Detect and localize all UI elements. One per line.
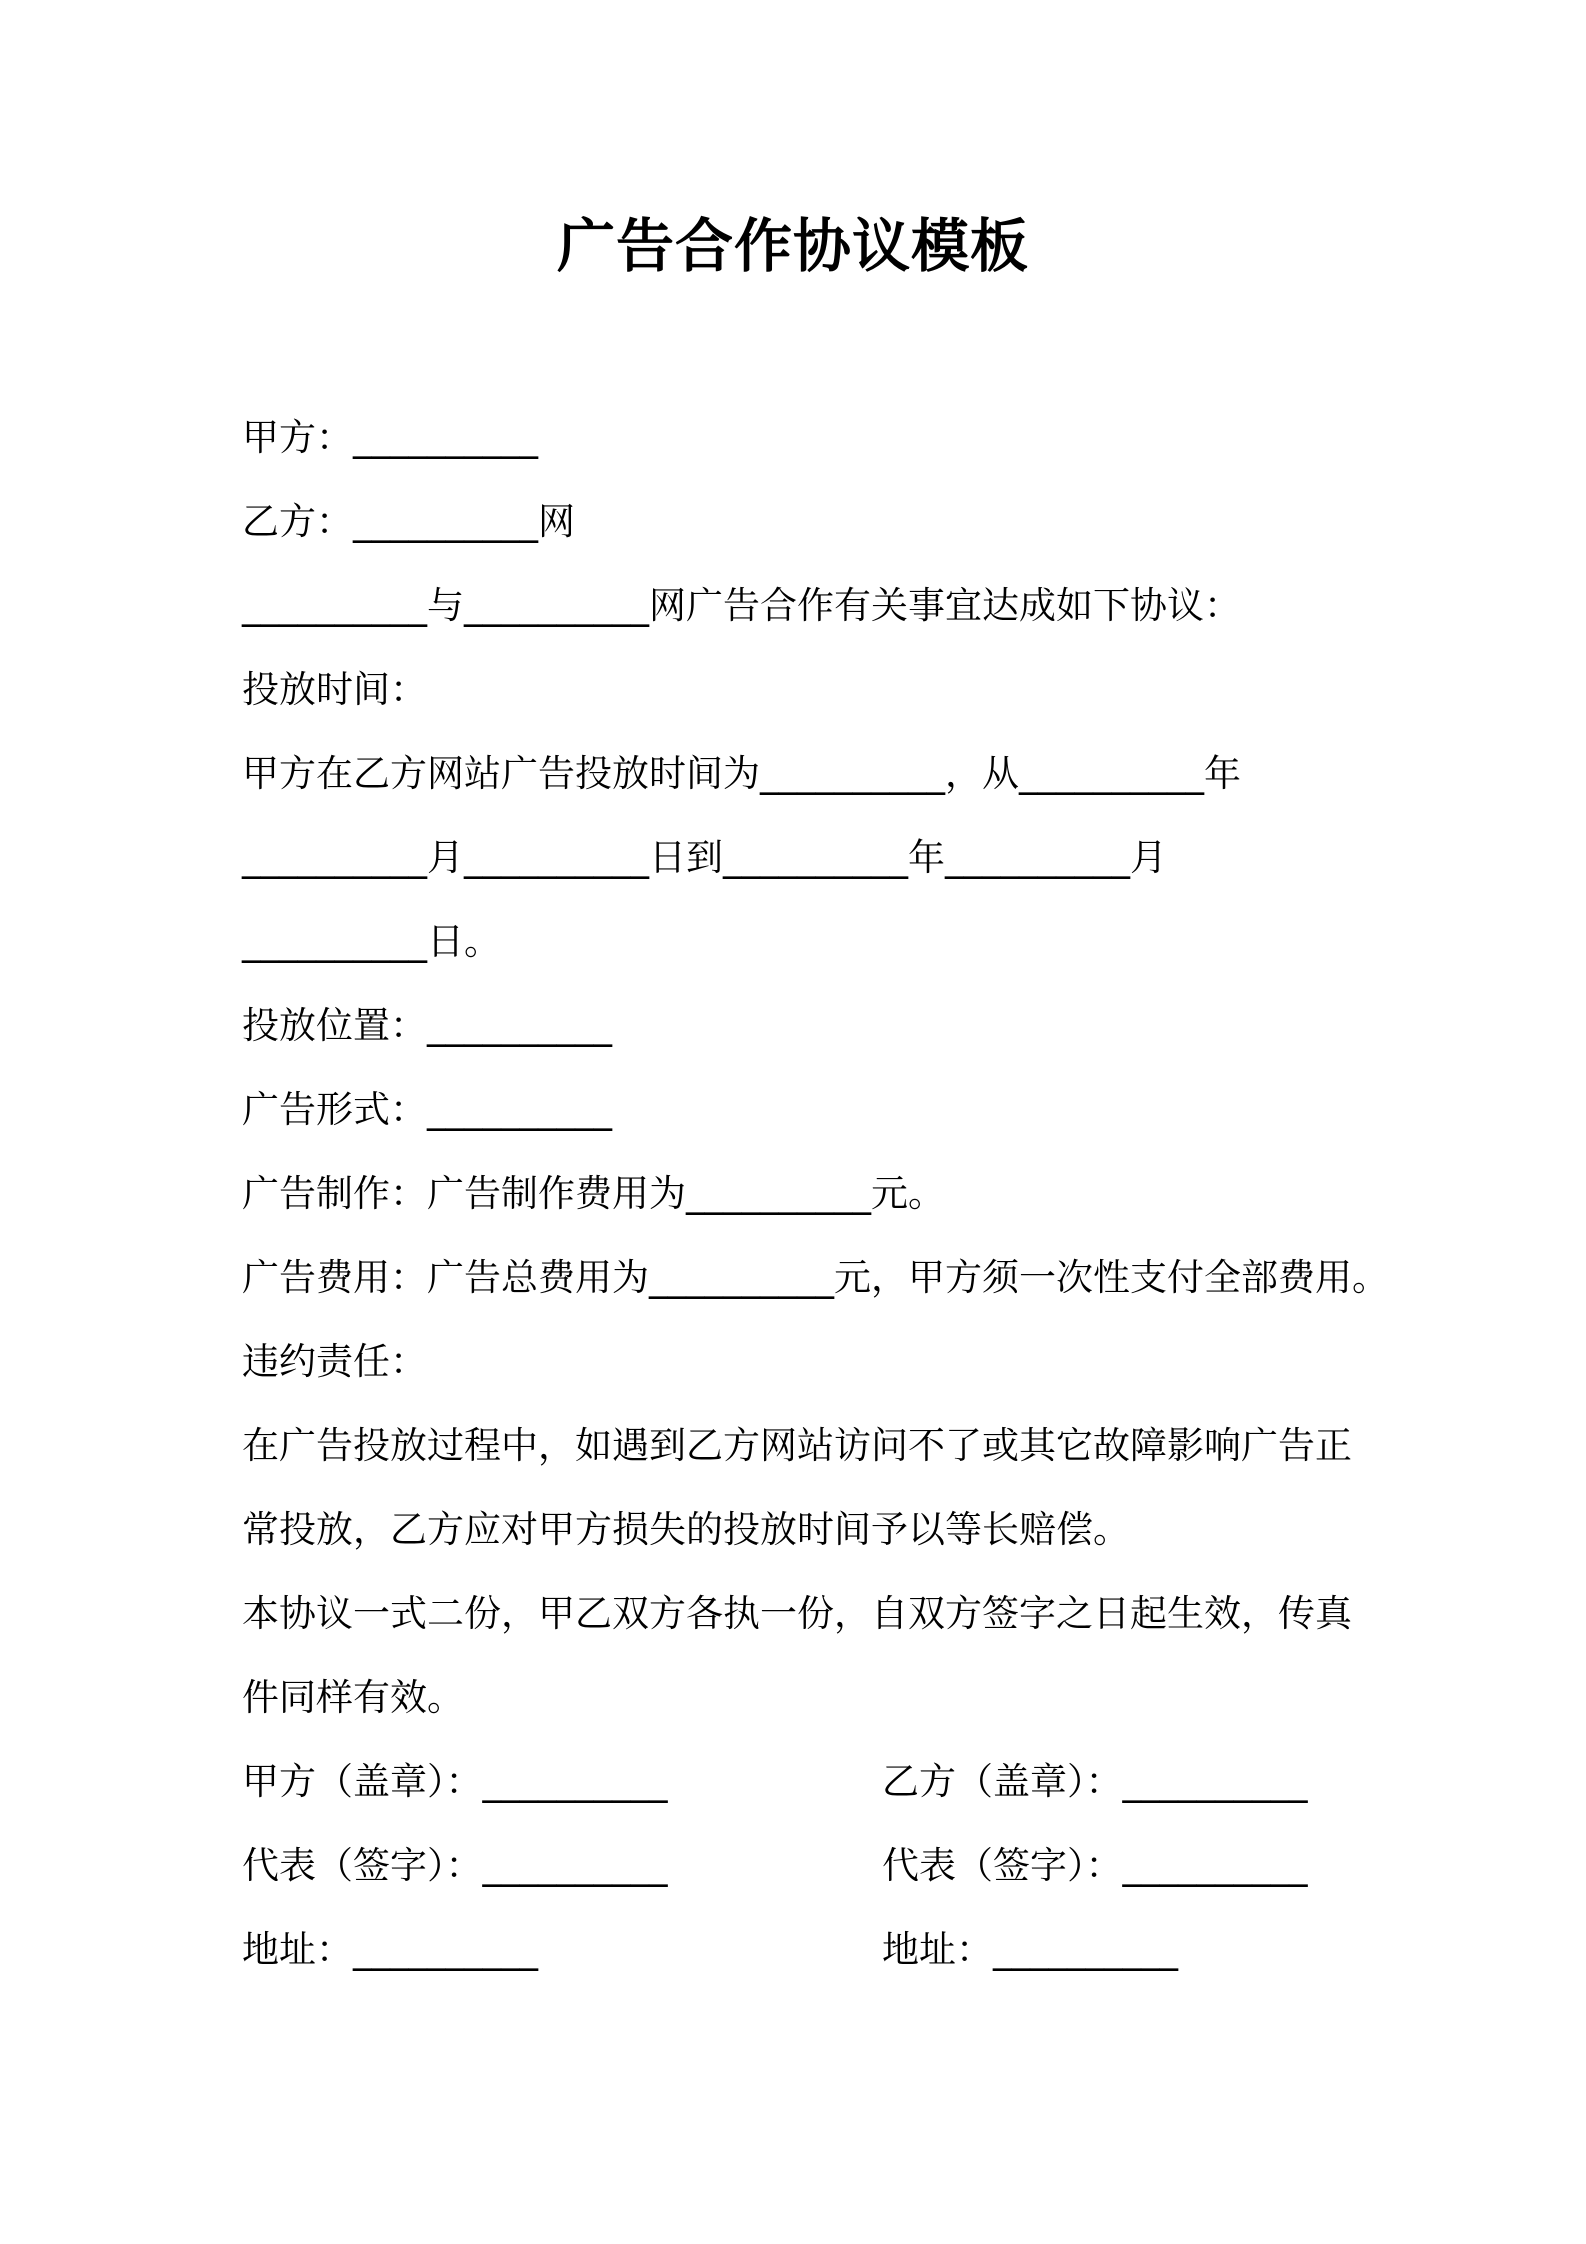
time-line-2: __________月__________日到__________年__________月 xyxy=(242,836,1167,879)
section-time-heading: 投放时间： xyxy=(242,668,427,711)
copies-line-2: 件同样有效。 xyxy=(242,1676,464,1719)
ad-fee-line: 广告费用：广告总费用为__________元，甲方须一次性支付全部费用。 xyxy=(242,1256,1389,1299)
party-a-line: 甲方：__________ xyxy=(242,416,538,459)
section-breach-heading: 违约责任： xyxy=(242,1340,427,1383)
breach-line-1: 在广告投放过程中，如遇到乙方网站访问不了或其它故障影响广告正 xyxy=(242,1424,1352,1467)
party-a-address-line: 地址：__________ xyxy=(242,1928,538,1971)
ad-form-line: 广告形式：__________ xyxy=(242,1088,612,1131)
breach-line-2: 常投放，乙方应对甲方损失的投放时间予以等长赔偿。 xyxy=(242,1508,1130,1551)
time-line-1: 甲方在乙方网站广告投放时间为__________，从__________年 xyxy=(242,752,1241,795)
document-title: 广告合作协议模板 xyxy=(556,212,1029,280)
party-b-line: 乙方：__________网 xyxy=(242,500,575,543)
party-b-seal-line: 乙方（盖章）：__________ xyxy=(882,1760,1308,1803)
time-line-3: __________日。 xyxy=(242,920,501,963)
intro-line: __________与__________网广告合作有关事宜达成如下协议： xyxy=(242,584,1241,627)
ad-production-line: 广告制作：广告制作费用为__________元。 xyxy=(242,1172,945,1215)
copies-line-1: 本协议一式二份，甲乙双方各执一份，自双方签字之日起生效，传真 xyxy=(242,1592,1352,1635)
party-b-rep-line: 代表（签字）：__________ xyxy=(882,1844,1308,1887)
party-a-seal-line: 甲方（盖章）：__________ xyxy=(242,1760,668,1803)
party-a-rep-line: 代表（签字）：__________ xyxy=(242,1844,668,1887)
position-line: 投放位置：__________ xyxy=(242,1004,612,1047)
party-b-address-line: 地址：__________ xyxy=(882,1928,1178,1971)
